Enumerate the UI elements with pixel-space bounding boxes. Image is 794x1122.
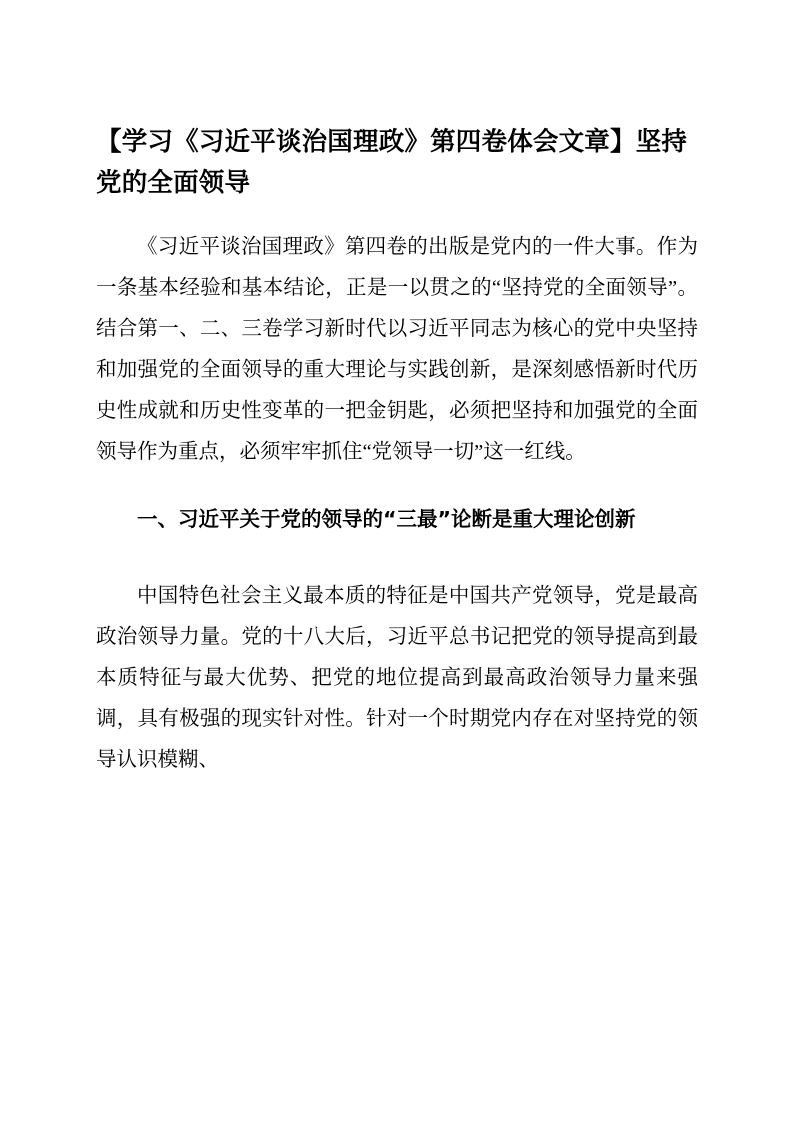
section-one-paragraph-one: 中国特色社会主义最本质的特征是中国共产党领导，党是最高政治领导力量。党的十八大后，习近平总书记把党的领导提高到最本质特征与最大优势、把党的地位提高到最高政治领导力量来强调，具有极强的现实针对性。针对一个时期党内存在对坚持党的领导认识模糊、 (96, 584, 698, 771)
section-heading-one: 一、习近平关于党的领导的“三最”论断是重大理论创新 (137, 506, 636, 531)
page-title: 【学习《习近平谈治国理政》第四卷体会文章】坚持党的全面领导 (96, 127, 688, 199)
paragraph-spacer (96, 546, 698, 576)
intro-paragraph: 《习近平谈治国理政》第四卷的出版是党内的一件大事。作为一条基本经验和基本结论，正是一以贯之的“坚持党的全面领导”。结合第一、二、三卷学习新时代以习近平同志为核心的党中央坚持和加强党的全面领导的重大理论与实践创新，是深刻感悟新时代历史性成就和历史性变革的一把金钥匙，必须把坚持和加强党的全面领导作为重点，必须牢牢抓住“党领导一切”这一红线。 (96, 235, 698, 463)
